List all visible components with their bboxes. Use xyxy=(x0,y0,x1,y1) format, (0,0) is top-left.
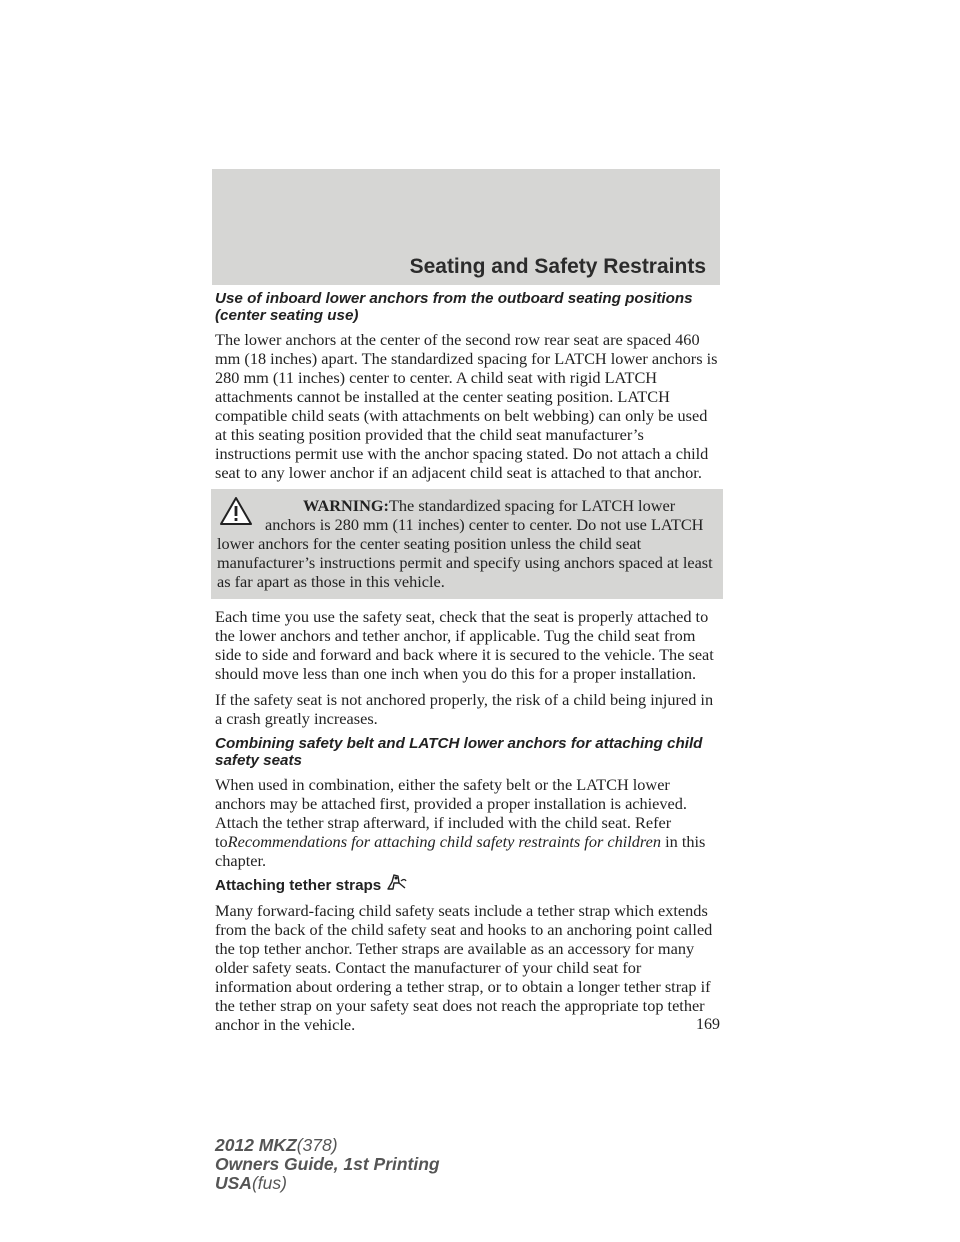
warning-body: The standardized spacing for LATCH lower anchors is 280 mm (11 inches) center to center. Do not use LATCH lower anchors for the center seating position unless the child seat manufacturer’s instructions permit and specify using anchors spaced at least as far apart as those in this vehicle. xyxy=(217,496,713,591)
page-content xyxy=(215,290,721,1041)
footer-line-market xyxy=(215,1174,440,1193)
combination-text: When used in combination, either the safety belt or the LATCH lower anchors may be attached first, provided a proper installation is achieved. Attach the tether strap afterward, if included with the child seat. Refer to xyxy=(215,775,687,851)
heading-tether-straps-row xyxy=(215,877,721,895)
footer-model-code: (378) xyxy=(296,1135,338,1155)
paragraph-risk: If the safety seat is not anchored properly, the risk of a child being injured in a crash greatly increases. xyxy=(215,690,714,728)
footer-edition: Owners Guide, 1st Printing xyxy=(215,1154,440,1174)
footer-line-edition xyxy=(215,1155,440,1174)
paragraph-tether-straps: Many forward-facing child safety seats include a tether strap which extends from the back of the child safety seat and hooks to an anchoring point called the top tether anchor. Tether straps are available as an accessory for many older safety seats. Contact the manufacturer of your child seat for information about ordering a tether strap, or to obtain a longer tether strap if the tether strap on your safety seat does not reach the appropriate top tether anchor in the vehicle. xyxy=(215,901,713,1034)
child-seat-icon xyxy=(385,873,409,891)
combination-text-end: in this chapter. xyxy=(215,832,706,870)
paragraph-combination xyxy=(215,775,721,870)
footer-market-code: (fus) xyxy=(251,1173,287,1193)
warning-text xyxy=(217,496,715,591)
warning-triangle-icon xyxy=(219,496,253,526)
section-title: Seating and Safety Restraints xyxy=(409,255,706,278)
paragraph-check-seat: Each time you use the safety seat, check that the seat is properly attached to the lower anchors and tether anchor, if applicable. Tug the child seat from side to side and forward and back where it is secured to the vehicle. The seat should move less than one inch when you do this for a proper installation. xyxy=(215,607,714,683)
paragraph-lower-anchors: The lower anchors at the center of the second row rear seat are spaced 460 mm (18 inches) apart. The standardized spacing for LATCH lower anchors is 280 mm (11 inches) center to center. A child seat with rigid LATCH attachments cannot be installed at the center seating position. LATCH compatible child seats (with attachments on belt webbing) can only be used at this seating position provided that the child seat manufacturer’s instructions permit use with the anchor spacing stated. Do not attach a child seat to any lower anchor if an adjacent child seat is attached to that anchor. xyxy=(215,330,718,482)
print-footer xyxy=(215,1136,440,1193)
heading-combining-belt-latch: Combining safety belt and LATCH lower anchors for attaching child safety seats xyxy=(215,735,703,769)
heading-tether-straps: Attaching tether straps xyxy=(215,877,382,894)
page-number: 169 xyxy=(696,1016,720,1033)
section-header-bar xyxy=(212,169,720,285)
heading-inboard-lower-anchors: Use of inboard lower anchors from the outboard seating positions (center seating use) xyxy=(215,290,693,324)
warning-box xyxy=(211,489,723,599)
footer-model: 2012 MKZ xyxy=(215,1135,297,1155)
footer-line-model xyxy=(215,1136,440,1155)
warning-label: WARNING: xyxy=(303,496,389,515)
cross-reference-link[interactable]: Recommendations for attaching child safety restraints for children xyxy=(227,832,662,851)
footer-market: USA xyxy=(215,1173,252,1193)
